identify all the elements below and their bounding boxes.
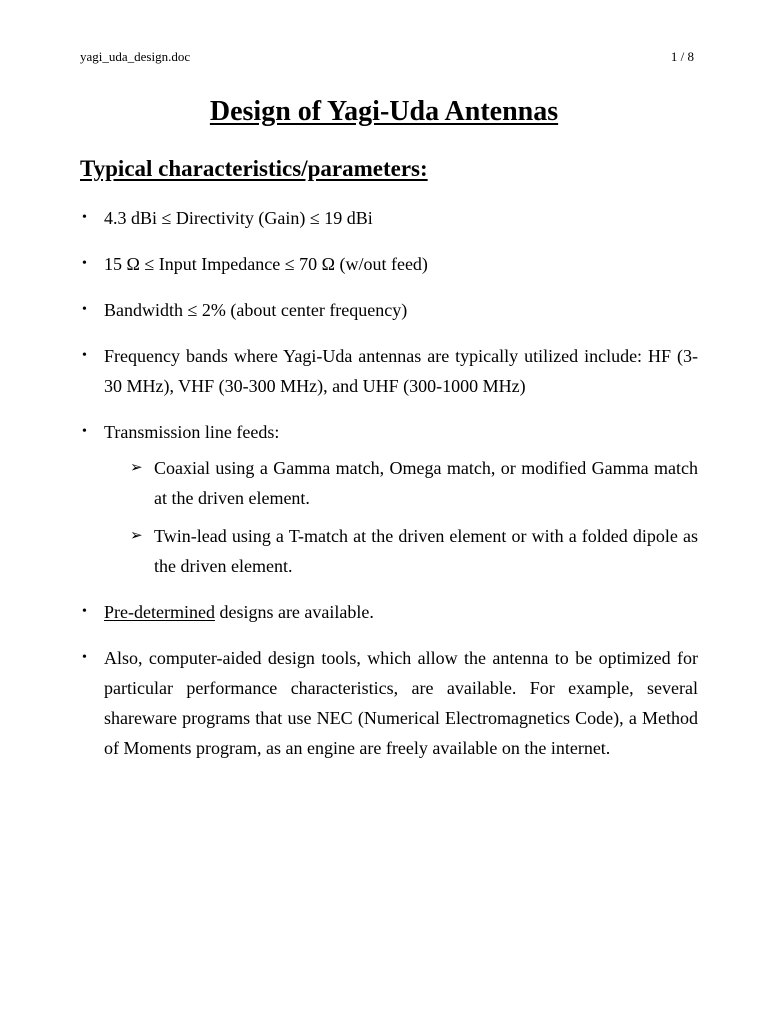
- header-filename: yagi_uda_design.doc: [80, 49, 191, 64]
- list-item: [80, 341, 698, 401]
- header-page-number: 1 / 8: [670, 49, 694, 64]
- sub-list-item: [104, 521, 698, 581]
- arrow-bullet-icon: ➢: [130, 528, 143, 544]
- page-header: [80, 48, 694, 66]
- list-item: [80, 417, 698, 581]
- bullet-icon: •: [82, 302, 87, 317]
- sub-list-item: [104, 453, 698, 513]
- characteristics-list: [80, 203, 698, 779]
- list-item-text: designs are available.: [214, 602, 374, 622]
- list-item: [80, 249, 698, 279]
- bullet-icon: •: [82, 650, 87, 665]
- document-title: Design of Yagi-Uda Antennas: [209, 96, 559, 127]
- bullet-icon: •: [82, 210, 87, 225]
- list-item: [80, 643, 698, 763]
- bullet-icon: •: [82, 424, 87, 439]
- sub-list-item-text: Twin-lead using a T-match at the driven element or with a folded dipole as the driven element.: [154, 526, 698, 576]
- list-item: [80, 597, 698, 627]
- arrow-bullet-icon: ➢: [130, 460, 143, 476]
- list-item: [80, 295, 698, 325]
- list-item: [80, 203, 698, 233]
- list-item-text: Transmission line feeds:: [104, 422, 280, 442]
- bullet-icon: •: [82, 256, 87, 271]
- list-item-text: Frequency bands where Yagi-Uda antennas are typically utilized include: HF (3-30 MHz), VHF (30-300 MHz), and UHF (300-1000 MHz): [104, 346, 698, 396]
- list-item-text: Also, computer-aided design tools, which allow the antenna to be optimized for particular performance characteristics, are available. For example, several shareware programs that use NEC (Numerical Electromagnetics Code), a Method of Moments program, as an engine are freely available on the internet.: [104, 648, 698, 758]
- list-item-text: 15 Ω ≤ Input Impedance ≤ 70 Ω (w/out feed): [104, 254, 428, 274]
- section-heading: Typical characteristics/parameters:: [80, 156, 428, 181]
- list-item-text: 4.3 dBi ≤ Directivity (Gain) ≤ 19 dBi: [104, 208, 373, 228]
- sub-list-item-text: Coaxial using a Gamma match, Omega match, or modified Gamma match at the driven element.: [154, 458, 698, 508]
- list-item-text: Bandwidth ≤ 2% (about center frequency): [104, 300, 408, 320]
- bullet-icon: •: [82, 348, 87, 363]
- feed-types-list: [104, 453, 698, 581]
- bullet-icon: •: [82, 604, 87, 619]
- underlined-term: Pre-determined: [104, 602, 215, 622]
